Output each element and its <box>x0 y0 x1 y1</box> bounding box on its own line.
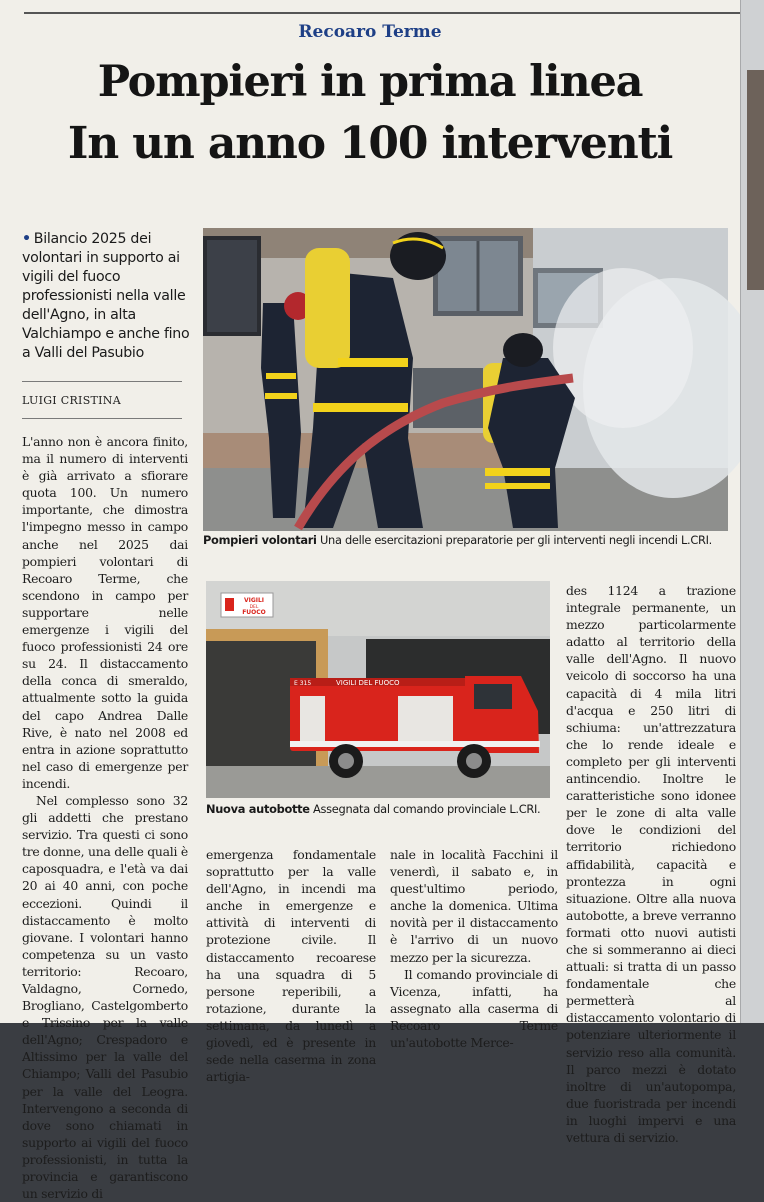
summary-bullet: • <box>22 231 31 247</box>
truck-lettering: VIGILI DEL FUOCO <box>336 679 400 687</box>
truck-plate: E 315 <box>294 680 312 687</box>
adjacent-page-edge <box>740 0 764 1023</box>
caption-credit: L.CRI. <box>509 802 541 816</box>
vigili-sign-line-2: DEL <box>249 605 259 610</box>
byline-rule-bottom <box>22 418 182 419</box>
vigili-sign-line-3: FUOCO <box>242 609 266 616</box>
caption-text: Assegnata dal comando provinciale <box>313 802 506 816</box>
top-rule <box>24 12 740 14</box>
article-column-3 <box>390 846 558 1051</box>
article-paragraph: des 1124 a trazione integrale permanente, un mezzo particolarmente adatto al territorio della valle dell'Agno. Il nuovo veicolo di soccorso ha una capacità di 4 mila litri d'acqua e 250 litri di schiuma: un'attrezzatura che lo rende ideale e completo per gli interventi antincendio. Inoltre le caratteristiche sono idonee per le zone di alta valle dove le condizioni del territorio richiedono affidabilità, capacità e prontezza in ogni situazione. Oltre alla nuova autobotte, a breve verranno formati otto nuovi autisti che si sommeranno ai dieci attuali: si tratta di un passo fondamentale che permetterà al distaccamento volontario di potenziare ulteriormente il servizio reso alla comunità. Il parco mezzi è dotato inoltre di un'autopompa, due fuoristrada per incendi in luoghi impervi e una vettura di servizio. <box>566 583 736 1145</box>
section-title: Recoaro Terme <box>298 22 442 42</box>
headline-line-2: In un anno 100 interventi <box>67 118 673 169</box>
article-paragraph: Il comando provinciale di Vicenza, infatti, ha assegnato alla caserma di Recoaro Terme un'autobotte Merce- <box>390 966 558 1051</box>
vigili-sign-line-1: VIGILI <box>243 597 265 604</box>
byline: LUIGI CRISTINA <box>22 394 121 407</box>
photo-caption-1 <box>203 533 728 547</box>
summary-text: Bilancio 2025 dei volontari in supporto ai vigili del fuoco professionisti nella valle dell'Agno, in alta Valchiampo e anche fino a Valli del Pasubio <box>22 231 190 361</box>
article-column-1 <box>22 433 188 1202</box>
article-column-4 <box>566 582 736 1146</box>
summary <box>22 230 190 363</box>
headline-line-1: Pompieri in prima linea <box>97 57 643 107</box>
fire-truck-photo <box>206 581 550 798</box>
caption-credit: L.CRI. <box>680 533 712 547</box>
adjacent-page-photo <box>747 70 764 290</box>
caption-text: Una delle esercitazioni preparatorie per gli interventi negli incendi <box>320 533 678 547</box>
caption-title: Nuova autobotte <box>206 802 310 816</box>
article-column-2 <box>206 846 376 1085</box>
photo-caption-2 <box>206 802 550 816</box>
article-paragraph: nale in località Facchini il venerdì, il sabato e, in quest'ultimo periodo, anche la domenica. Ultima novità per il distaccamento è l'arrivo di un nuovo mezzo per la sicurezza. <box>390 847 558 965</box>
article-paragraph: L'anno non è ancora finito, ma il numero di interventi è già arrivato a sfiorare quota 100. Un numero importante, che dimostra l'impegno messo in campo anche nel 2025 dai pompieri volontari di Recoaro Terme, che scendono in campo per supportare nelle emergenze i vigili del fuoco professionisti 24 ore su 24. Il distaccamento della conca di smeraldo, attualmente sotto la guida del capo Andrea Dalle Rive, è nato nel 2008 ed entra in azione soprattutto nel caso di emergenze per incendi. <box>22 434 188 791</box>
article-paragraph: Nel complesso sono 32 gli addetti che prestano servizio. Tra questi ci sono tre donne, una delle quali è caposquadra, e l'età va dai 20 ai 40 anni, con poche eccezioni. Quindi il distaccamento è molto giovane. I volontari hanno competenza su un vasto territorio: Recoaro, Valdagno, Cornedo, Brogliano, Castelgomberto e Trissino per la valle dell'Agno; Crespadoro e Altissimo per la valle del Chiampo; Valli del Pasubio per la valle del Leogra. Intervengono a seconda di dove sono chiamati in supporto ai vigili del fuoco professionisti, in tutta la provincia e garantiscono un servizio di <box>22 792 188 1202</box>
byline-rule-top <box>22 381 182 382</box>
article-paragraph: emergenza fondamentale soprattutto per la valle dell'Agno, in incendi ma anche in emergenze e attività di interventi di protezione civile. Il distaccamento recoarese ha una squadra di 5 persone reperibili, a rotazione, durante la settimana, da lunedì a giovedì, ed è presente in sede nella caserma in zona artigia- <box>206 847 376 1085</box>
firefighters-photo <box>203 228 728 531</box>
caption-title: Pompieri volontari <box>203 533 317 547</box>
